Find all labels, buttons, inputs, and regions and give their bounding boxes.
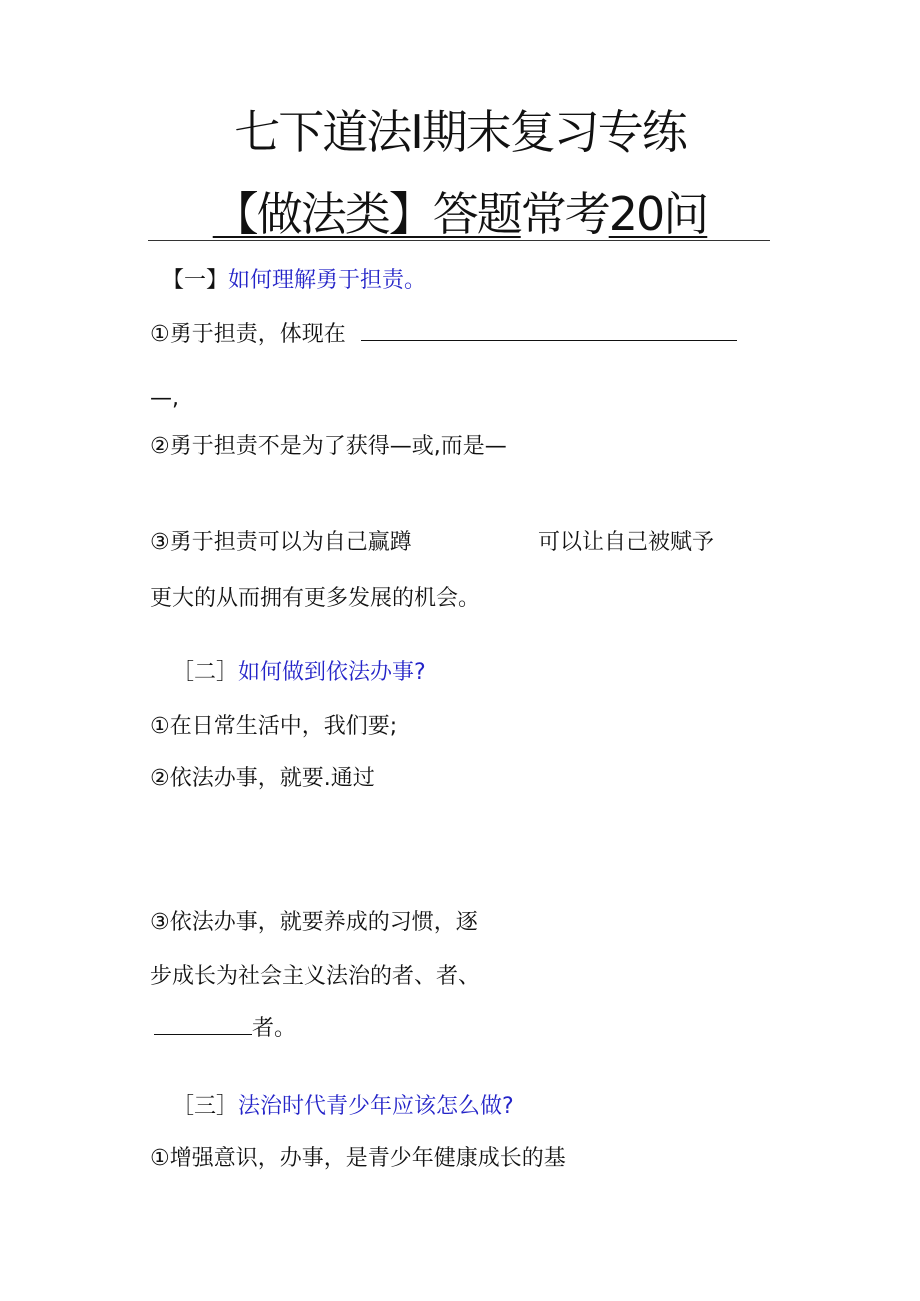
answer-line: 更大的从而拥有更多发展的机会。 <box>150 586 481 611</box>
subtitle-part-common: 常考 <box>520 187 609 241</box>
answer-line <box>150 528 412 558</box>
fill-blank <box>361 320 737 341</box>
answer-line: 步成长为社会主义法治的者、者、 <box>150 964 481 989</box>
answer-line-continued: 可以让自己被赋予 <box>538 530 715 555</box>
section-number: ［二］ <box>172 660 239 685</box>
section-question: 如何做到依法办事? <box>238 660 426 685</box>
answer-line <box>154 1014 296 1044</box>
section-heading-1 <box>162 266 426 296</box>
answer-line <box>150 320 737 350</box>
section-question: 法治时代青少年应该怎么做? <box>238 1094 514 1119</box>
answer-line: ②依法办事，就要.通过 <box>150 766 375 791</box>
answer-line: ①增强意识，办事，是青少年健康成长的基 <box>150 1146 566 1171</box>
answer-text: ①勇于担责，体现在 <box>150 322 346 347</box>
subtitle-part-count: 20问 <box>608 187 708 241</box>
section-heading-2 <box>172 658 426 688</box>
section-number: 【一】 <box>162 268 229 293</box>
section-question: 如何理解勇于担责。 <box>228 268 427 293</box>
answer-line: ①在日常生活中，我们要; <box>150 714 398 739</box>
subtitle-part-category: 【做法类】答题 <box>212 187 521 241</box>
fill-blank <box>154 1014 252 1035</box>
answer-line: ②勇于担责不是为了获得—或,而是— <box>150 434 507 459</box>
document-subtitle <box>0 178 920 244</box>
section-number: ［三］ <box>172 1094 239 1119</box>
answer-line: ③依法办事，就要养成的习惯，逐 <box>150 910 478 935</box>
title-divider <box>148 240 770 241</box>
document-title: 七下道法I期末复习专练 <box>234 105 686 159</box>
section-heading-3 <box>172 1092 514 1122</box>
answer-text: 者。 <box>252 1016 297 1041</box>
answer-text: ③勇于担责可以为自己赢蹲 <box>150 530 412 555</box>
answer-line: —, <box>150 386 179 411</box>
